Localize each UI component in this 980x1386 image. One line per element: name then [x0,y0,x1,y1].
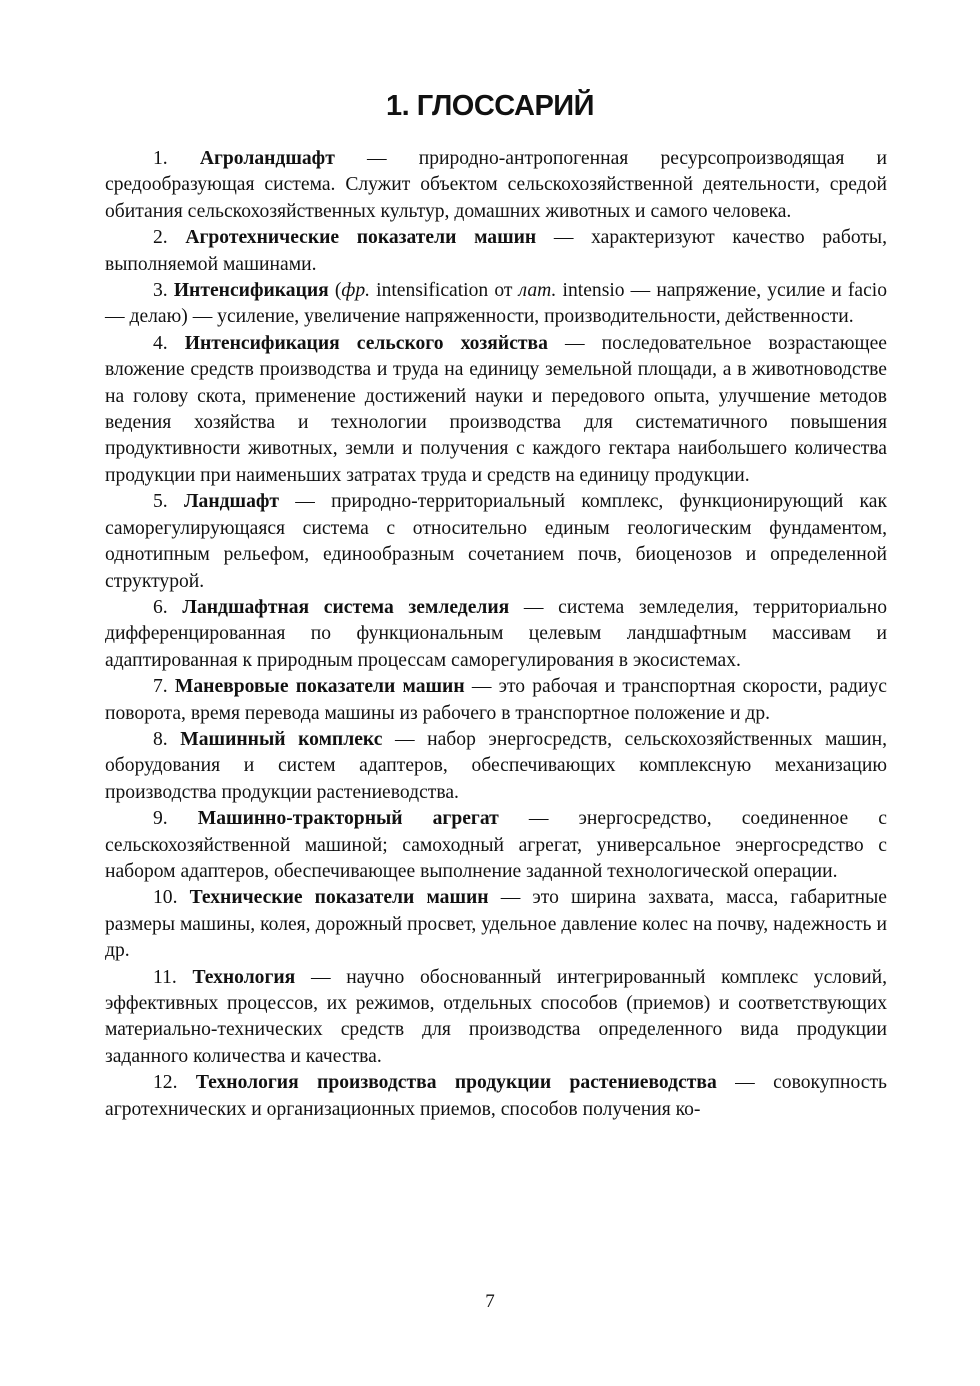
glossary-term: Интенсификация сельского хозяйства [184,332,548,354]
entry-text: — природно-антропогенная ресурсопроизводящая и средообразующая система. Служит объектом сельскохозяйственной деятельности, средой обитания сельскохозяйственных культур, домашних животных и самого человека. [105,148,888,222]
entry-text: — природно-территориальный комплекс, функционирующий как саморегулирующаяся система с относительно единым геологическим фундаментом, однотипным рельефом, единообразным сочетанием почв, биоценозов и определенной структурой. [105,491,887,592]
entry-text: 8. [153,728,181,750]
entry-text: — это ширина захвата, масса, габаритные размеры машины, колея, дорожный просвет, удельное давление колес на почву, надежность и др. [105,887,887,962]
glossary-term: Ландшафт [183,491,280,513]
glossary-entry [105,727,887,806]
entry-text: 9. [153,808,198,830]
glossary-term: Интенсификация [173,280,329,302]
glossary-term: Технические показатели машин [189,887,489,909]
entry-text: 11. [153,966,193,988]
entry-text: — характеризуют качество работы, выполняемой машинами. [105,227,887,275]
glossary-entry [105,674,887,727]
glossary-term: Машинно-тракторный агрегат [197,808,499,830]
glossary-term: Агроландшафт [199,148,335,169]
glossary-term: Машинный комплекс [180,728,383,750]
entry-text: — совокупность агротехнических и организационных приемов, способов получения ко- [105,1072,887,1120]
entry-text: 7. [153,676,175,698]
abbreviation: фр. [341,280,371,302]
entry-text: 12. [153,1072,196,1094]
glossary-entry [105,885,887,964]
glossary-term: Технология [192,966,296,988]
page-title: 1. ГЛОССАРИЙ [385,90,594,122]
entry-text: — энергосредство, соединенное с сельскохозяйственной машиной; самоходный агрегат, универсальное энергосредство с набором адаптеров, обеспечивающее выполнение заданной технологической операции. [105,808,888,882]
entry-text: — это рабочая и транспортная скорости, радиус поворота, время перевода машины из рабочего в транспортное положение и др. [105,676,888,724]
glossary-entry [105,1070,887,1123]
entry-text: 3. [153,280,174,302]
glossary-term: Технология производства продукции растениеводства [195,1072,717,1094]
entry-text: — последовательное возрастающее вложение средств производства и труда на единицу земельной площади, а в животноводстве на голову скота, применение достижений науки и передового опыта, улучшение методов ведения хозяйства и технологии производства для систематичного повышения продуктивности животных, земли и получения с каждого гектара наибольшего количества продукции при наименьших затратах труда и средств на единицу продукции. [105,332,888,486]
glossary-body [105,146,887,1123]
glossary-entry [105,965,887,1071]
entry-text: — система земледелия, территориально дифференцированная по функциональным целевым ландшафтным массивам и адаптированная к природным процессам саморегулирования в экосистемах. [105,596,887,671]
entry-text: 4. [153,332,185,354]
glossary-entry [105,806,887,885]
glossary-term: Маневровые показатели машин [174,676,465,698]
entry-text: 6. [153,596,183,618]
entry-text: 1. [153,148,200,169]
entry-text: intensification от [370,280,519,302]
glossary-entry [105,278,887,331]
glossary-entry [105,146,887,225]
entry-text: 10. [153,887,190,909]
glossary-entry [105,595,887,674]
entry-text: intensio — напряжение, усилие и facio — делаю) — усиление, увеличение напряженности, производительности, действенности. [105,280,888,328]
entry-text: — набор энергосредств, сельскохозяйственных машин, оборудования и систем адаптеров, обеспечивающих комплексную механизацию производства продукции растениеводства. [105,728,888,803]
entry-text: ( [328,280,342,302]
page-number: 7 [485,1291,495,1312]
entry-text: 2. [153,227,186,249]
glossary-entry [105,225,887,278]
glossary-term: Ландшафтная система земледелия [182,596,510,618]
glossary-entry [105,489,887,595]
entry-text: 5. [153,491,184,513]
entry-text: — научно обоснованный интегрированный комплекс условий, эффективных процессов, их режимов, отдельных способов (приемов) и соответствующих материально-технических средств для производства определенного вида продукции заданного количества и качества. [105,966,887,1067]
glossary-term: Агротехнические показатели машин [185,227,537,249]
glossary-entry [105,331,887,489]
abbreviation: лат. [518,280,557,302]
